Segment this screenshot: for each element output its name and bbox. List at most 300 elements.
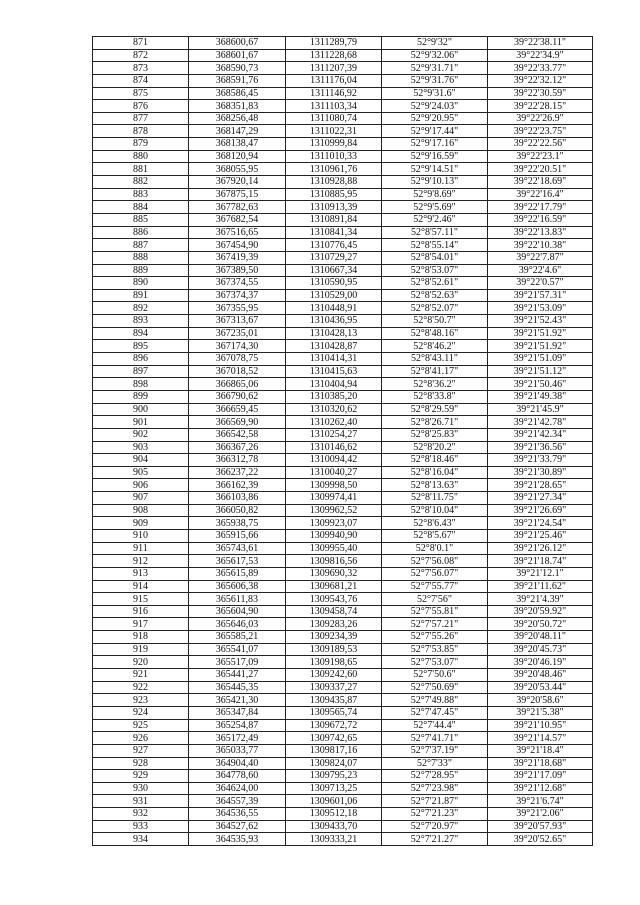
point-number-cell: 884 bbox=[93, 201, 189, 214]
x-coordinate-cell: 364624,00 bbox=[189, 782, 286, 795]
latitude-cell: 52°9'32.06" bbox=[382, 49, 488, 62]
latitude-cell: 52°7'37.19" bbox=[382, 744, 488, 757]
point-number-cell: 918 bbox=[93, 631, 189, 644]
longitude-cell: 39°21'17.09" bbox=[488, 770, 593, 783]
y-coordinate-cell: 1310928,88 bbox=[286, 176, 382, 189]
table-row bbox=[93, 125, 593, 138]
x-coordinate-cell: 367374,55 bbox=[189, 277, 286, 290]
x-coordinate-cell: 368586,45 bbox=[189, 87, 286, 100]
x-coordinate-cell: 365617,53 bbox=[189, 555, 286, 568]
y-coordinate-cell: 1310885,95 bbox=[286, 188, 382, 201]
y-coordinate-cell: 1309565,74 bbox=[286, 706, 382, 719]
x-coordinate-cell: 367782,63 bbox=[189, 201, 286, 214]
table-row bbox=[93, 87, 593, 100]
longitude-cell: 39°20'48.46" bbox=[488, 669, 593, 682]
point-number-cell: 910 bbox=[93, 529, 189, 542]
y-coordinate-cell: 1310428,13 bbox=[286, 327, 382, 340]
longitude-cell: 39°20'53.44" bbox=[488, 681, 593, 694]
longitude-cell: 39°21'18.74" bbox=[488, 555, 593, 568]
y-coordinate-cell: 1309433,70 bbox=[286, 820, 382, 833]
latitude-cell: 52°9'20.95" bbox=[382, 112, 488, 125]
longitude-cell: 39°20'57.93" bbox=[488, 820, 593, 833]
y-coordinate-cell: 1309435,87 bbox=[286, 694, 382, 707]
point-number-cell: 920 bbox=[93, 656, 189, 669]
y-coordinate-cell: 1310729,27 bbox=[286, 251, 382, 264]
longitude-cell: 39°21'2.06" bbox=[488, 808, 593, 821]
table-row bbox=[93, 605, 593, 618]
longitude-cell: 39°21'10.95" bbox=[488, 719, 593, 732]
table-row bbox=[93, 466, 593, 479]
latitude-cell: 52°9'5.69" bbox=[382, 201, 488, 214]
table-row bbox=[93, 656, 593, 669]
y-coordinate-cell: 1310529,00 bbox=[286, 289, 382, 302]
latitude-cell: 52°8'52.61" bbox=[382, 277, 488, 290]
x-coordinate-cell: 365611,83 bbox=[189, 593, 286, 606]
point-number-cell: 916 bbox=[93, 605, 189, 618]
point-number-cell: 919 bbox=[93, 643, 189, 656]
y-coordinate-cell: 1309601,06 bbox=[286, 795, 382, 808]
point-number-cell: 878 bbox=[93, 125, 189, 138]
point-number-cell: 889 bbox=[93, 264, 189, 277]
x-coordinate-cell: 367235,01 bbox=[189, 327, 286, 340]
table-row bbox=[93, 441, 593, 454]
latitude-cell: 52°9'31.6" bbox=[382, 87, 488, 100]
point-number-cell: 901 bbox=[93, 416, 189, 429]
x-coordinate-cell: 364535,93 bbox=[189, 833, 286, 846]
longitude-cell: 39°22'17.79" bbox=[488, 201, 593, 214]
longitude-cell: 39°21'51.92" bbox=[488, 340, 593, 353]
x-coordinate-cell: 367516,65 bbox=[189, 226, 286, 239]
point-number-cell: 873 bbox=[93, 62, 189, 75]
point-number-cell: 914 bbox=[93, 580, 189, 593]
longitude-cell: 39°21'42.34" bbox=[488, 428, 593, 441]
table-row bbox=[93, 163, 593, 176]
latitude-cell: 52°7'28.95" bbox=[382, 770, 488, 783]
table-row bbox=[93, 643, 593, 656]
x-coordinate-cell: 367454,90 bbox=[189, 239, 286, 252]
x-coordinate-cell: 365604,90 bbox=[189, 605, 286, 618]
longitude-cell: 39°21'12.68" bbox=[488, 782, 593, 795]
y-coordinate-cell: 1311080,74 bbox=[286, 112, 382, 125]
y-coordinate-cell: 1309816,56 bbox=[286, 555, 382, 568]
y-coordinate-cell: 1310254,27 bbox=[286, 428, 382, 441]
table-row bbox=[93, 631, 593, 644]
x-coordinate-cell: 364557,39 bbox=[189, 795, 286, 808]
point-number-cell: 932 bbox=[93, 808, 189, 821]
longitude-cell: 39°21'49.38" bbox=[488, 390, 593, 403]
latitude-cell: 52°7'53.85" bbox=[382, 643, 488, 656]
table-row bbox=[93, 403, 593, 416]
latitude-cell: 52°8'33.8" bbox=[382, 390, 488, 403]
y-coordinate-cell: 1309998,50 bbox=[286, 479, 382, 492]
point-number-cell: 892 bbox=[93, 302, 189, 315]
point-number-cell: 896 bbox=[93, 353, 189, 366]
longitude-cell: 39°22'30.59" bbox=[488, 87, 593, 100]
longitude-cell: 39°21'12.1" bbox=[488, 567, 593, 580]
y-coordinate-cell: 1309242,60 bbox=[286, 669, 382, 682]
point-number-cell: 882 bbox=[93, 176, 189, 189]
latitude-cell: 52°9'17.44" bbox=[382, 125, 488, 138]
latitude-cell: 52°8'0.1" bbox=[382, 542, 488, 555]
longitude-cell: 39°20'58.6" bbox=[488, 694, 593, 707]
point-number-cell: 874 bbox=[93, 74, 189, 87]
table-row bbox=[93, 365, 593, 378]
x-coordinate-cell: 367419,39 bbox=[189, 251, 286, 264]
longitude-cell: 39°21'57.31" bbox=[488, 289, 593, 302]
latitude-cell: 52°8'10.04" bbox=[382, 504, 488, 517]
table-row bbox=[93, 669, 593, 682]
point-number-cell: 888 bbox=[93, 251, 189, 264]
latitude-cell: 52°7'53.07" bbox=[382, 656, 488, 669]
longitude-cell: 39°20'46.19" bbox=[488, 656, 593, 669]
point-number-cell: 891 bbox=[93, 289, 189, 302]
coordinates-table bbox=[92, 36, 593, 846]
table-row bbox=[93, 416, 593, 429]
table-row bbox=[93, 744, 593, 757]
table-row bbox=[93, 428, 593, 441]
table-row bbox=[93, 820, 593, 833]
x-coordinate-cell: 368256,48 bbox=[189, 112, 286, 125]
y-coordinate-cell: 1309795,23 bbox=[286, 770, 382, 783]
y-coordinate-cell: 1310262,40 bbox=[286, 416, 382, 429]
y-coordinate-cell: 1310590,95 bbox=[286, 277, 382, 290]
latitude-cell: 52°7'33" bbox=[382, 757, 488, 770]
latitude-cell: 52°7'44.4" bbox=[382, 719, 488, 732]
y-coordinate-cell: 1310961,76 bbox=[286, 163, 382, 176]
latitude-cell: 52°8'54.01" bbox=[382, 251, 488, 264]
table-row bbox=[93, 327, 593, 340]
x-coordinate-cell: 368147,29 bbox=[189, 125, 286, 138]
longitude-cell: 39°21'26.69" bbox=[488, 504, 593, 517]
latitude-cell: 52°8'26.71" bbox=[382, 416, 488, 429]
latitude-cell: 52°8'53.07" bbox=[382, 264, 488, 277]
point-number-cell: 934 bbox=[93, 833, 189, 846]
point-number-cell: 908 bbox=[93, 504, 189, 517]
longitude-cell: 39°22'34.9" bbox=[488, 49, 593, 62]
y-coordinate-cell: 1309512,18 bbox=[286, 808, 382, 821]
longitude-cell: 39°21'27.34" bbox=[488, 492, 593, 505]
longitude-cell: 39°22'4.6" bbox=[488, 264, 593, 277]
point-number-cell: 930 bbox=[93, 782, 189, 795]
table-row bbox=[93, 390, 593, 403]
table-row bbox=[93, 74, 593, 87]
table-row bbox=[93, 618, 593, 631]
y-coordinate-cell: 1311289,79 bbox=[286, 37, 382, 50]
point-number-cell: 885 bbox=[93, 213, 189, 226]
table-row bbox=[93, 62, 593, 75]
table-row bbox=[93, 782, 593, 795]
latitude-cell: 52°9'16.59" bbox=[382, 150, 488, 163]
longitude-cell: 39°21'25.46" bbox=[488, 529, 593, 542]
longitude-cell: 39°21'11.62" bbox=[488, 580, 593, 593]
x-coordinate-cell: 368351,83 bbox=[189, 100, 286, 113]
x-coordinate-cell: 365938,75 bbox=[189, 517, 286, 530]
longitude-cell: 39°22'13.83" bbox=[488, 226, 593, 239]
x-coordinate-cell: 365646,03 bbox=[189, 618, 286, 631]
point-number-cell: 926 bbox=[93, 732, 189, 745]
point-number-cell: 907 bbox=[93, 492, 189, 505]
point-number-cell: 905 bbox=[93, 466, 189, 479]
latitude-cell: 52°7'49.88" bbox=[382, 694, 488, 707]
x-coordinate-cell: 367875,15 bbox=[189, 188, 286, 201]
latitude-cell: 52°7'50.6" bbox=[382, 669, 488, 682]
table-row bbox=[93, 681, 593, 694]
table-row bbox=[93, 808, 593, 821]
latitude-cell: 52°9'2.46" bbox=[382, 213, 488, 226]
longitude-cell: 39°21'36.56" bbox=[488, 441, 593, 454]
longitude-cell: 39°21'52.43" bbox=[488, 315, 593, 328]
y-coordinate-cell: 1311010,33 bbox=[286, 150, 382, 163]
longitude-cell: 39°21'4.39" bbox=[488, 593, 593, 606]
point-number-cell: 895 bbox=[93, 340, 189, 353]
longitude-cell: 39°20'52.65" bbox=[488, 833, 593, 846]
y-coordinate-cell: 1310094,42 bbox=[286, 454, 382, 467]
table-row bbox=[93, 213, 593, 226]
latitude-cell: 52°7'21.23" bbox=[382, 808, 488, 821]
x-coordinate-cell: 367374,37 bbox=[189, 289, 286, 302]
y-coordinate-cell: 1310776,45 bbox=[286, 239, 382, 252]
table-row bbox=[93, 302, 593, 315]
point-number-cell: 900 bbox=[93, 403, 189, 416]
longitude-cell: 39°21'30.89" bbox=[488, 466, 593, 479]
longitude-cell: 39°22'26.9" bbox=[488, 112, 593, 125]
x-coordinate-cell: 365606,38 bbox=[189, 580, 286, 593]
longitude-cell: 39°21'33.79" bbox=[488, 454, 593, 467]
x-coordinate-cell: 366367,26 bbox=[189, 441, 286, 454]
y-coordinate-cell: 1309690,32 bbox=[286, 567, 382, 580]
y-coordinate-cell: 1310404,94 bbox=[286, 378, 382, 391]
longitude-cell: 39°22'33.77" bbox=[488, 62, 593, 75]
y-coordinate-cell: 1310320,62 bbox=[286, 403, 382, 416]
table-row bbox=[93, 732, 593, 745]
longitude-cell: 39°21'51.09" bbox=[488, 353, 593, 366]
y-coordinate-cell: 1310891,84 bbox=[286, 213, 382, 226]
table-row bbox=[93, 289, 593, 302]
point-number-cell: 903 bbox=[93, 441, 189, 454]
longitude-cell: 39°21'18.68" bbox=[488, 757, 593, 770]
longitude-cell: 39°21'50.46" bbox=[488, 378, 593, 391]
latitude-cell: 52°8'20.2" bbox=[382, 441, 488, 454]
latitude-cell: 52°9'24.03" bbox=[382, 100, 488, 113]
latitude-cell: 52°8'46.2" bbox=[382, 340, 488, 353]
y-coordinate-cell: 1309713,25 bbox=[286, 782, 382, 795]
point-number-cell: 880 bbox=[93, 150, 189, 163]
table-row bbox=[93, 37, 593, 50]
point-number-cell: 915 bbox=[93, 593, 189, 606]
y-coordinate-cell: 1309283,26 bbox=[286, 618, 382, 631]
x-coordinate-cell: 368120,94 bbox=[189, 150, 286, 163]
x-coordinate-cell: 365585,21 bbox=[189, 631, 286, 644]
latitude-cell: 52°7'21.87" bbox=[382, 795, 488, 808]
longitude-cell: 39°21'14.57" bbox=[488, 732, 593, 745]
longitude-cell: 39°22'22.56" bbox=[488, 138, 593, 151]
longitude-cell: 39°21'28.65" bbox=[488, 479, 593, 492]
latitude-cell: 52°7'20.97" bbox=[382, 820, 488, 833]
latitude-cell: 52°9'32" bbox=[382, 37, 488, 50]
latitude-cell: 52°8'41.17" bbox=[382, 365, 488, 378]
x-coordinate-cell: 366237,22 bbox=[189, 466, 286, 479]
point-number-cell: 921 bbox=[93, 669, 189, 682]
y-coordinate-cell: 1309955,40 bbox=[286, 542, 382, 555]
y-coordinate-cell: 1311207,39 bbox=[286, 62, 382, 75]
longitude-cell: 39°21'51.12" bbox=[488, 365, 593, 378]
x-coordinate-cell: 365517,09 bbox=[189, 656, 286, 669]
table-row bbox=[93, 542, 593, 555]
y-coordinate-cell: 1309234,39 bbox=[286, 631, 382, 644]
point-number-cell: 887 bbox=[93, 239, 189, 252]
table-row bbox=[93, 757, 593, 770]
table-row bbox=[93, 504, 593, 517]
table-row bbox=[93, 277, 593, 290]
longitude-cell: 39°21'5.38" bbox=[488, 706, 593, 719]
y-coordinate-cell: 1309974,41 bbox=[286, 492, 382, 505]
latitude-cell: 52°8'6.43" bbox=[382, 517, 488, 530]
table-row bbox=[93, 251, 593, 264]
x-coordinate-cell: 367174,30 bbox=[189, 340, 286, 353]
longitude-cell: 39°21'45.9" bbox=[488, 403, 593, 416]
latitude-cell: 52°8'52.63" bbox=[382, 289, 488, 302]
x-coordinate-cell: 365615,89 bbox=[189, 567, 286, 580]
latitude-cell: 52°8'55.14" bbox=[382, 239, 488, 252]
longitude-cell: 39°21'24.54" bbox=[488, 517, 593, 530]
point-number-cell: 931 bbox=[93, 795, 189, 808]
table-row bbox=[93, 555, 593, 568]
longitude-cell: 39°22'23.1" bbox=[488, 150, 593, 163]
y-coordinate-cell: 1309962,52 bbox=[286, 504, 382, 517]
table-row bbox=[93, 479, 593, 492]
latitude-cell: 52°7'21.27" bbox=[382, 833, 488, 846]
latitude-cell: 52°8'13.63" bbox=[382, 479, 488, 492]
table-row bbox=[93, 454, 593, 467]
latitude-cell: 52°7'56" bbox=[382, 593, 488, 606]
latitude-cell: 52°8'50.7" bbox=[382, 315, 488, 328]
latitude-cell: 52°7'55.26" bbox=[382, 631, 488, 644]
point-number-cell: 872 bbox=[93, 49, 189, 62]
point-number-cell: 917 bbox=[93, 618, 189, 631]
x-coordinate-cell: 366162,39 bbox=[189, 479, 286, 492]
latitude-cell: 52°8'5.67" bbox=[382, 529, 488, 542]
y-coordinate-cell: 1309333,21 bbox=[286, 833, 382, 846]
table-row bbox=[93, 492, 593, 505]
latitude-cell: 52°7'57.21" bbox=[382, 618, 488, 631]
table-row bbox=[93, 49, 593, 62]
point-number-cell: 912 bbox=[93, 555, 189, 568]
y-coordinate-cell: 1311103,34 bbox=[286, 100, 382, 113]
x-coordinate-cell: 368138,47 bbox=[189, 138, 286, 151]
coordinates-table-body bbox=[93, 37, 593, 846]
longitude-cell: 39°21'6.74" bbox=[488, 795, 593, 808]
table-row bbox=[93, 150, 593, 163]
x-coordinate-cell: 367313,67 bbox=[189, 315, 286, 328]
latitude-cell: 52°7'41.71" bbox=[382, 732, 488, 745]
x-coordinate-cell: 367682,54 bbox=[189, 213, 286, 226]
point-number-cell: 876 bbox=[93, 100, 189, 113]
point-number-cell: 927 bbox=[93, 744, 189, 757]
table-row bbox=[93, 567, 593, 580]
longitude-cell: 39°22'38.11" bbox=[488, 37, 593, 50]
latitude-cell: 52°7'55.77" bbox=[382, 580, 488, 593]
x-coordinate-cell: 367920,14 bbox=[189, 176, 286, 189]
x-coordinate-cell: 368591,76 bbox=[189, 74, 286, 87]
longitude-cell: 39°22'7.87" bbox=[488, 251, 593, 264]
y-coordinate-cell: 1309672,72 bbox=[286, 719, 382, 732]
y-coordinate-cell: 1310385,20 bbox=[286, 390, 382, 403]
latitude-cell: 52°8'36.2" bbox=[382, 378, 488, 391]
y-coordinate-cell: 1309817,16 bbox=[286, 744, 382, 757]
latitude-cell: 52°8'48.16" bbox=[382, 327, 488, 340]
x-coordinate-cell: 366312,78 bbox=[189, 454, 286, 467]
table-row bbox=[93, 201, 593, 214]
point-number-cell: 909 bbox=[93, 517, 189, 530]
table-row bbox=[93, 694, 593, 707]
latitude-cell: 52°7'56.07" bbox=[382, 567, 488, 580]
longitude-cell: 39°22'0.57" bbox=[488, 277, 593, 290]
point-number-cell: 904 bbox=[93, 454, 189, 467]
longitude-cell: 39°20'48.11" bbox=[488, 631, 593, 644]
point-number-cell: 898 bbox=[93, 378, 189, 391]
point-number-cell: 899 bbox=[93, 390, 189, 403]
latitude-cell: 52°8'25.83" bbox=[382, 428, 488, 441]
x-coordinate-cell: 365172,49 bbox=[189, 732, 286, 745]
x-coordinate-cell: 365915,66 bbox=[189, 529, 286, 542]
point-number-cell: 902 bbox=[93, 428, 189, 441]
y-coordinate-cell: 1311176,04 bbox=[286, 74, 382, 87]
latitude-cell: 52°7'47.45" bbox=[382, 706, 488, 719]
y-coordinate-cell: 1310841,34 bbox=[286, 226, 382, 239]
longitude-cell: 39°21'51.92" bbox=[488, 327, 593, 340]
x-coordinate-cell: 365421,30 bbox=[189, 694, 286, 707]
y-coordinate-cell: 1310040,27 bbox=[286, 466, 382, 479]
point-number-cell: 883 bbox=[93, 188, 189, 201]
table-row bbox=[93, 795, 593, 808]
x-coordinate-cell: 366050,82 bbox=[189, 504, 286, 517]
x-coordinate-cell: 368601,67 bbox=[189, 49, 286, 62]
table-row bbox=[93, 315, 593, 328]
longitude-cell: 39°22'18.69" bbox=[488, 176, 593, 189]
y-coordinate-cell: 1309742,65 bbox=[286, 732, 382, 745]
y-coordinate-cell: 1310667,34 bbox=[286, 264, 382, 277]
longitude-cell: 39°21'42.78" bbox=[488, 416, 593, 429]
x-coordinate-cell: 365033,77 bbox=[189, 744, 286, 757]
x-coordinate-cell: 364778,60 bbox=[189, 770, 286, 783]
latitude-cell: 52°8'29.59" bbox=[382, 403, 488, 416]
table-row bbox=[93, 833, 593, 846]
longitude-cell: 39°21'53.09" bbox=[488, 302, 593, 315]
longitude-cell: 39°22'32.12" bbox=[488, 74, 593, 87]
point-number-cell: 886 bbox=[93, 226, 189, 239]
point-number-cell: 922 bbox=[93, 681, 189, 694]
x-coordinate-cell: 368590,73 bbox=[189, 62, 286, 75]
y-coordinate-cell: 1310913,39 bbox=[286, 201, 382, 214]
y-coordinate-cell: 1310428,87 bbox=[286, 340, 382, 353]
longitude-cell: 39°22'16.4" bbox=[488, 188, 593, 201]
longitude-cell: 39°20'59.92" bbox=[488, 605, 593, 618]
point-number-cell: 897 bbox=[93, 365, 189, 378]
latitude-cell: 52°8'43.11" bbox=[382, 353, 488, 366]
latitude-cell: 52°9'14.51" bbox=[382, 163, 488, 176]
y-coordinate-cell: 1309940,90 bbox=[286, 529, 382, 542]
table-row bbox=[93, 112, 593, 125]
x-coordinate-cell: 364527,62 bbox=[189, 820, 286, 833]
latitude-cell: 52°9'8.69" bbox=[382, 188, 488, 201]
latitude-cell: 52°7'23.98" bbox=[382, 782, 488, 795]
longitude-cell: 39°21'26.12" bbox=[488, 542, 593, 555]
table-row bbox=[93, 239, 593, 252]
y-coordinate-cell: 1311022,31 bbox=[286, 125, 382, 138]
latitude-cell: 52°8'52.07" bbox=[382, 302, 488, 315]
x-coordinate-cell: 366659,45 bbox=[189, 403, 286, 416]
point-number-cell: 928 bbox=[93, 757, 189, 770]
